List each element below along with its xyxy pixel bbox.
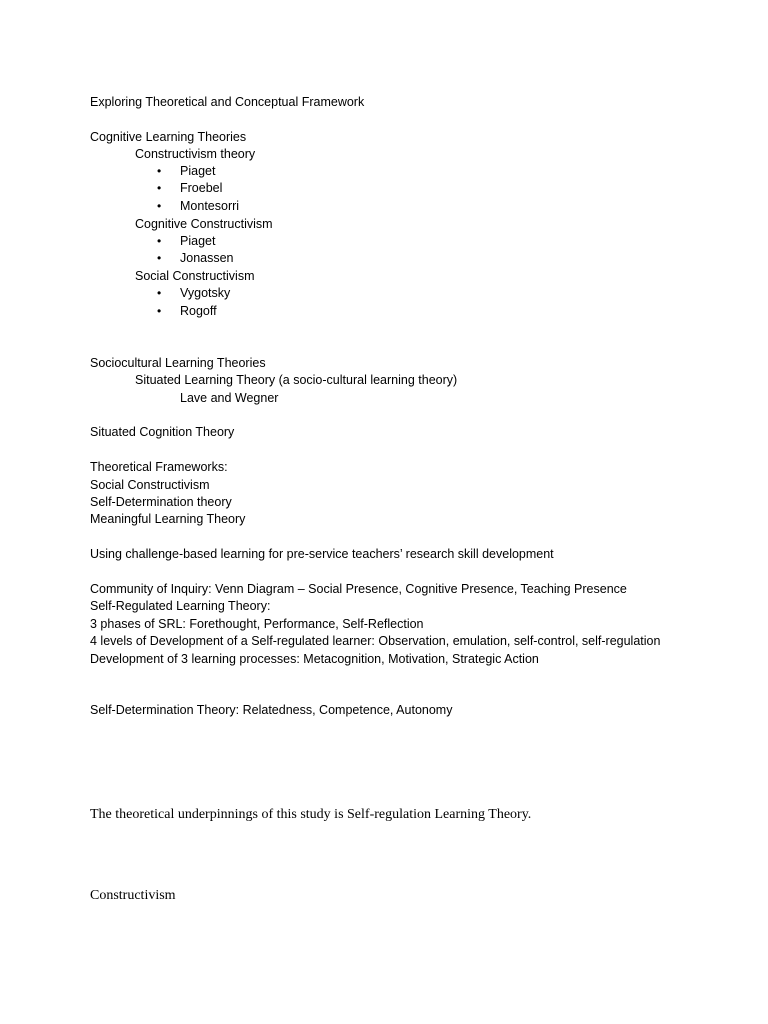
frameworks-heading: Theoretical Frameworks: [90, 460, 228, 474]
list-item: Piaget [180, 164, 216, 178]
challenge-line: Using challenge-based learning for pre-service teachers’ research skill development [90, 547, 554, 561]
document-title: Exploring Theoretical and Conceptual Framework [90, 95, 365, 109]
social-constructivism-label: Social Constructivism [135, 269, 255, 283]
situated-cognition-heading: Situated Cognition Theory [90, 425, 235, 439]
list-item: Vygotsky [180, 286, 231, 300]
cognitive-constructivism-label: Cognitive Constructivism [135, 217, 273, 231]
srl-phases: 3 phases of SRL: Forethought, Performance, Self-Reflection [90, 617, 424, 631]
srl-heading: Self-Regulated Learning Theory: [90, 599, 271, 613]
list-item: Montesorri [180, 199, 240, 213]
sociocultural-heading: Sociocultural Learning Theories [90, 356, 266, 370]
underpinnings-sentence: The theoretical underpinnings of this study is Self-regulation Learning Theory. [90, 807, 532, 822]
bullet-icon: • [157, 181, 162, 195]
list-item: Froebel [180, 181, 223, 195]
list-item: Meaningful Learning Theory [90, 512, 246, 526]
list-item: Piaget [180, 234, 216, 248]
list-item: Rogoff [180, 304, 217, 318]
srl-processes: Development of 3 learning processes: Metacognition, Motivation, Strategic Action [90, 652, 539, 666]
sdt-line: Self-Determination Theory: Relatedness, Competence, Autonomy [90, 703, 453, 717]
bullet-icon: • [157, 164, 162, 178]
bullet-icon: • [157, 199, 162, 213]
constructivism-label: Constructivism theory [135, 147, 256, 161]
coi-line: Community of Inquiry: Venn Diagram – Social Presence, Cognitive Presence, Teaching Presence [90, 582, 627, 596]
bullet-icon: • [157, 286, 162, 300]
bullet-icon: • [157, 251, 162, 265]
list-item: Jonassen [180, 251, 234, 265]
constructivism-heading: Constructivism [90, 888, 176, 903]
bullet-icon: • [157, 234, 162, 248]
bullet-icon: • [157, 304, 162, 318]
srl-levels: 4 levels of Development of a Self-regulated learner: Observation, emulation, self-control, self-regulation [90, 634, 661, 648]
cognitive-heading: Cognitive Learning Theories [90, 130, 247, 144]
situated-learning-authors: Lave and Wegner [180, 391, 279, 405]
list-item: Social Constructivism [90, 478, 210, 492]
situated-learning-label: Situated Learning Theory (a socio-cultural learning theory) [135, 373, 458, 387]
list-item: Self-Determination theory [90, 495, 232, 509]
